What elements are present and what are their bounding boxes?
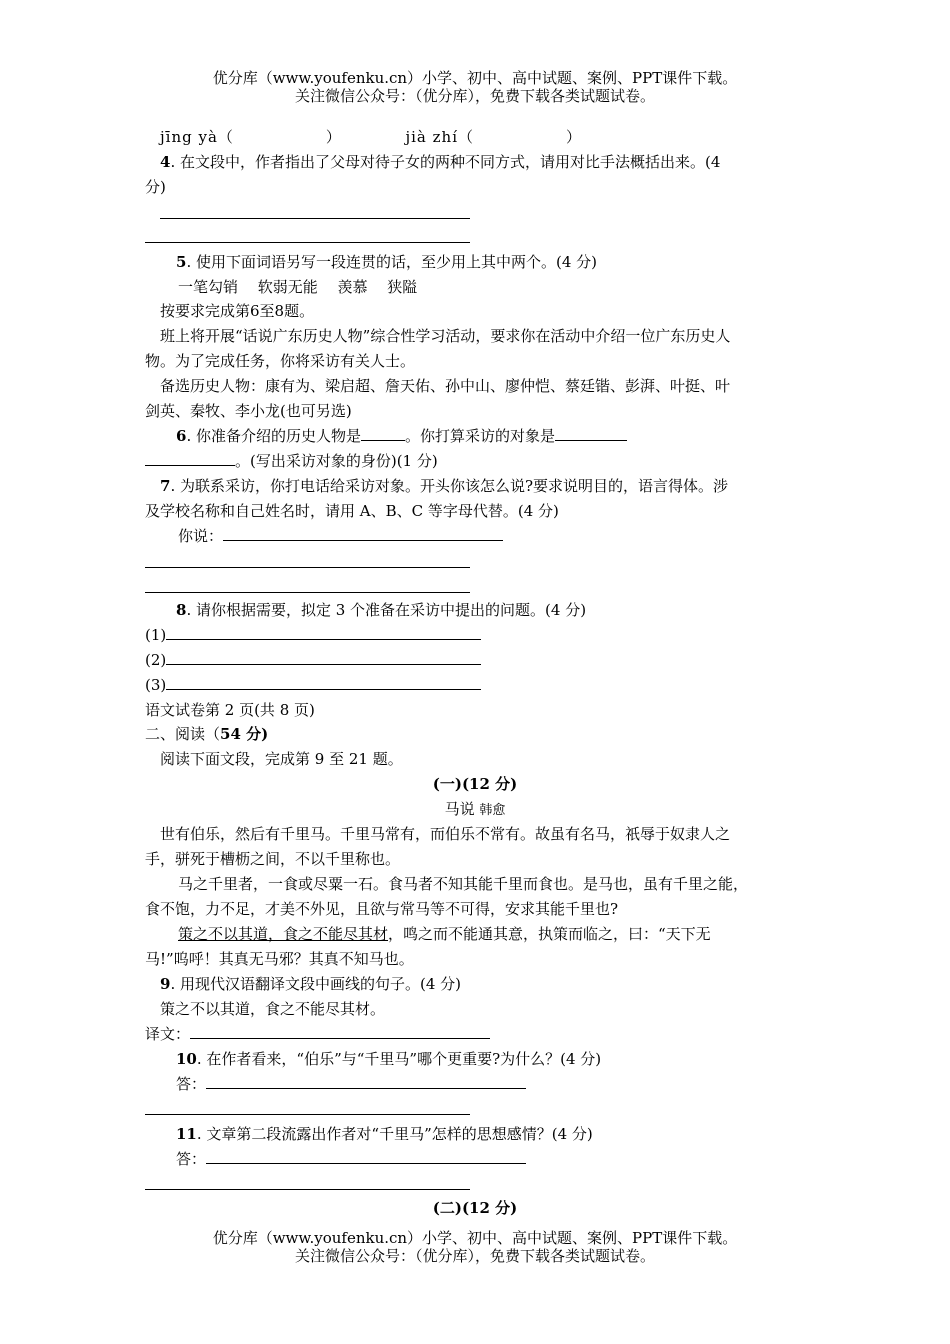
question-10 (176, 1049, 601, 1069)
answer-line-q4-1[interactable] (160, 218, 470, 219)
answer-blank-q10[interactable] (206, 1074, 526, 1089)
essay-author: 韩愈 (479, 803, 506, 818)
question-9-prompt: 译文： (145, 1025, 191, 1043)
question-6-number: 6 (176, 427, 187, 445)
question-11-prompt-line (176, 1149, 526, 1169)
essay-p3-rest: ，鸣之而不能通其意，执策而临之，曰：“天下无 (388, 925, 711, 943)
question-5 (176, 252, 597, 272)
question-9-text: . 用现代汉语翻译文段中画线的句子。(4 分) (170, 975, 461, 993)
essay-p3-line1 (178, 924, 711, 944)
essay-p2-line1: 马之千里者，一食或尽粟一石。食马者不知其能千里而食也。是马也，虽有千里之能， (178, 875, 749, 893)
question-4-number: 4 (160, 153, 171, 171)
answer-line-q4-2[interactable] (145, 242, 470, 243)
question-11-text: . 文章第二段流露出作者对“千里马”怎样的思想感情？(4 分) (196, 1125, 593, 1143)
answer-blank-q8-1[interactable] (166, 625, 481, 640)
essay-title-line (0, 799, 950, 821)
question-9-prompt-line (145, 1024, 490, 1044)
question-5-words: 一笔勾销 软弱无能 羡慕 狭隘 (178, 278, 418, 296)
pinyin-b-close: ） (566, 128, 583, 146)
question-10-text: . 在作者看来，“伯乐”与“千里马”哪个更重要?为什么？(4 分) (196, 1050, 602, 1068)
question-5-text: . 使用下面词语另写一段连贯的话，至少用上其中两个。(4 分) (186, 253, 597, 271)
question-8-item-3-label: (3) (145, 676, 167, 694)
question-10-prompt-line (176, 1074, 526, 1094)
answer-line-q11-2[interactable] (145, 1189, 470, 1190)
candidates-line-2: 剑英、秦牧、李小龙(也可另选) (145, 402, 352, 420)
intro-6-8: 按要求完成第6至8题。 (160, 302, 315, 320)
footer-line-1: 优分库（www.youfenku.cn）小学、初中、高中试题、案例、PPT课件下载。 (212, 1229, 738, 1247)
question-7-prompt: 你说： (178, 527, 224, 545)
question-11 (176, 1124, 593, 1144)
answer-line-q10-2[interactable] (145, 1114, 470, 1115)
question-8-item-2 (145, 650, 481, 670)
answer-blank-interviewee[interactable] (555, 426, 627, 441)
pinyin-a: jīng yà（ (160, 128, 234, 146)
question-10-number: 10 (176, 1050, 197, 1068)
question-8-item-2-label: (2) (145, 651, 167, 669)
question-11-prompt: 答： (176, 1150, 207, 1168)
answer-blank-q8-2[interactable] (166, 650, 481, 665)
section-2-title (145, 724, 268, 744)
section-2-instruction: 阅读下面文段，完成第 9 至 21 题。 (160, 750, 403, 768)
question-4-text: . 在文段中，作者指出了父母对待子女的两种不同方式，请用对比手法概括出来。(4 (170, 153, 721, 171)
question-6-text-a: . 你准备介绍的历史人物是 (186, 427, 361, 445)
question-8-item-1-label: (1) (145, 626, 167, 644)
question-7 (160, 476, 728, 496)
pinyin-b: jià zhí（ (405, 128, 475, 146)
question-6-cont-line (145, 451, 438, 471)
question-7-cont: 及学校名称和自己姓名时，请用 A、B、C 等字母代替。(4 分) (145, 502, 559, 520)
question-4 (160, 152, 720, 172)
question-8-text: . 请你根据需要，拟定 3 个准备在采访中提出的问题。(4 分) (186, 601, 587, 619)
essay-p1-line2: 手，骈死于槽枥之间，不以千里称也。 (145, 850, 401, 868)
question-9 (160, 974, 461, 994)
pinyin-line (160, 127, 582, 147)
question-8-number: 8 (176, 601, 187, 619)
question-9-sentence: 策之不以其道，食之不能尽其材。 (160, 1000, 386, 1018)
answer-line-q7-2[interactable] (145, 592, 470, 593)
question-7-number: 7 (160, 477, 171, 495)
page-footer-label: 语文试卷第 2 页(共 8 页) (145, 701, 315, 719)
answer-blank-q9[interactable] (190, 1024, 490, 1039)
answer-blank-interviewee-cont[interactable] (145, 451, 235, 466)
question-11-number: 11 (176, 1125, 197, 1143)
question-8 (176, 600, 586, 620)
answer-line-q7-1[interactable] (145, 567, 470, 568)
question-10-prompt: 答： (176, 1075, 207, 1093)
question-8-item-3 (145, 675, 481, 695)
question-9-number: 9 (160, 975, 171, 993)
underlined-sentence: 策之不以其道，食之不能尽其材 (178, 925, 389, 943)
question-6-text-b: 。你打算采访的对象是 (404, 427, 555, 445)
answer-blank-figure[interactable] (361, 426, 405, 441)
question-7-prompt-line (178, 526, 503, 546)
header-line-1: 优分库（www.youfenku.cn）小学、初中、高中试题、案例、PPT课件下载。 (212, 69, 738, 87)
essay-p3-line2: 马!”呜呼！其真无马邪？其真不知马也。 (145, 950, 414, 968)
pinyin-a-close: ） (325, 128, 342, 146)
question-6 (176, 426, 627, 446)
question-5-number: 5 (176, 253, 187, 271)
answer-blank-q8-3[interactable] (166, 675, 481, 690)
header-line-2: 关注微信公众号：（优分库），免费下载各类试题试卷。 (294, 87, 655, 105)
part-1-heading: (一)(12 分) (432, 775, 518, 793)
essay-title: 马说 (444, 800, 475, 818)
answer-blank-q7[interactable] (223, 526, 503, 541)
essay-p2-line2: 食不饱，力不足，才美不外见，且欲与常马等不可得，安求其能千里也? (145, 900, 619, 918)
question-4-cont: 分) (145, 178, 166, 196)
question-6-cont: 。(写出采访对象的身份)(1 分) (235, 452, 438, 470)
activity-line-2: 物。为了完成任务，你将采访有关人士。 (145, 352, 416, 370)
essay-p1-line1: 世有伯乐，然后有千里马。千里马常有，而伯乐不常有。故虽有名马，祇辱于奴隶人之 (160, 825, 731, 843)
question-8-item-1 (145, 625, 481, 645)
section-2-score: 54 分) (220, 725, 269, 743)
candidates-line-1: 备选历史人物：康有为、梁启超、詹天佑、孙中山、廖仲恺、蔡廷锴、彭湃、叶挺、叶 (160, 377, 731, 395)
answer-blank-q11[interactable] (206, 1149, 526, 1164)
question-7-text: . 为联系采访，你打电话给采访对象。开头你该怎么说?要求说明目的，语言得体。涉 (170, 477, 729, 495)
part-2-heading: (二)(12 分) (432, 1199, 518, 1217)
section-2-title-pre: 二、阅读（ (145, 725, 221, 743)
footer-line-2: 关注微信公众号：（优分库），免费下载各类试题试卷。 (294, 1247, 655, 1265)
activity-line-1: 班上将开展“话说广东历史人物”综合性学习活动，要求你在活动中介绍一位广东历史人 (160, 327, 731, 345)
